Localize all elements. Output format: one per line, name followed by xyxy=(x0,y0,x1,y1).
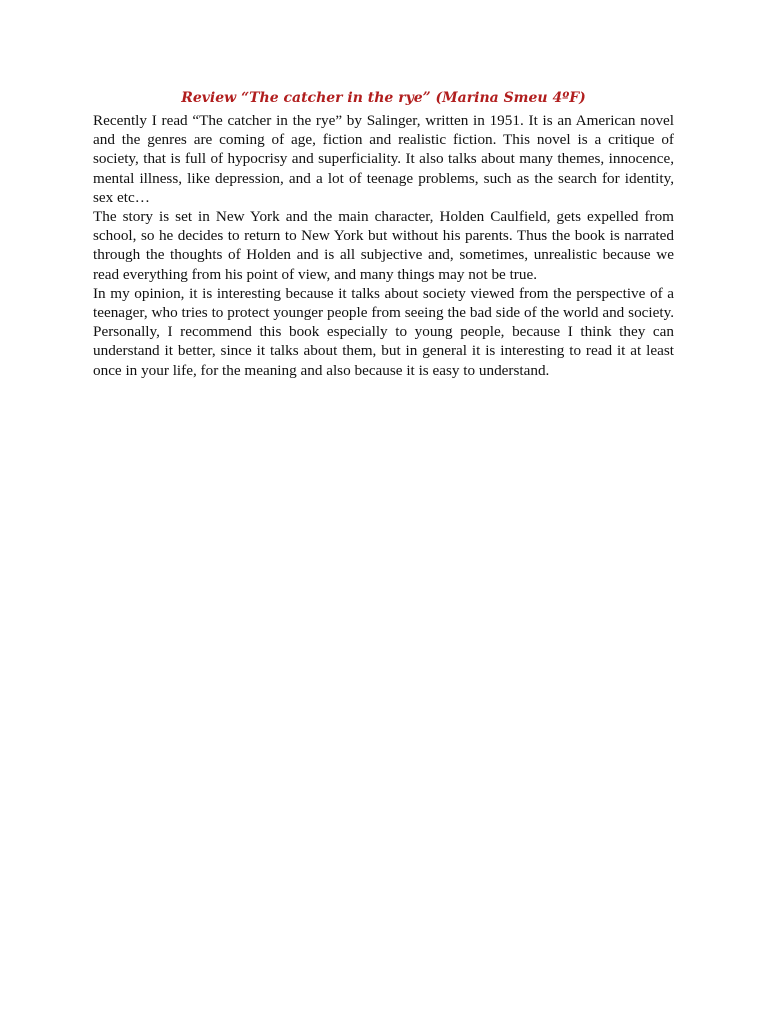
paragraph-2: The story is set in New York and the main character, Holden Caulfield, gets expelled from school, so he decides to return to New York but without his parents. Thus the book is narrated through the thoughts of Holden and is all subjective and, sometimes, unrealistic because we read everything from his point of view, and many things may not be true. xyxy=(93,208,674,283)
document-title: Review “The catcher in the rye” (Marina Smeu 4ºF) xyxy=(181,90,586,106)
document-body xyxy=(93,111,674,380)
paragraph-1: Recently I read “The catcher in the rye” by Salinger, written in 1951. It is an American novel and the genres are coming of age, fiction and realistic fiction. This novel is a critique of society, that is full of hypocrisy and superficiality. It also talks about many themes, innocence, mental illness, like depression, and a lot of teenage problems, such as the search for identity, sex etc… xyxy=(93,112,674,206)
paragraph-3: In my opinion, it is interesting because it talks about society viewed from the perspective of a teenager, who tries to protect younger people from seeing the bad side of the world and society. Personally, I recommend this book especially to young people, because I think they can understand it better, since it talks about them, but in general it is interesting to read it at least once in your life, for the meaning and also because it is easy to understand. xyxy=(93,284,674,379)
